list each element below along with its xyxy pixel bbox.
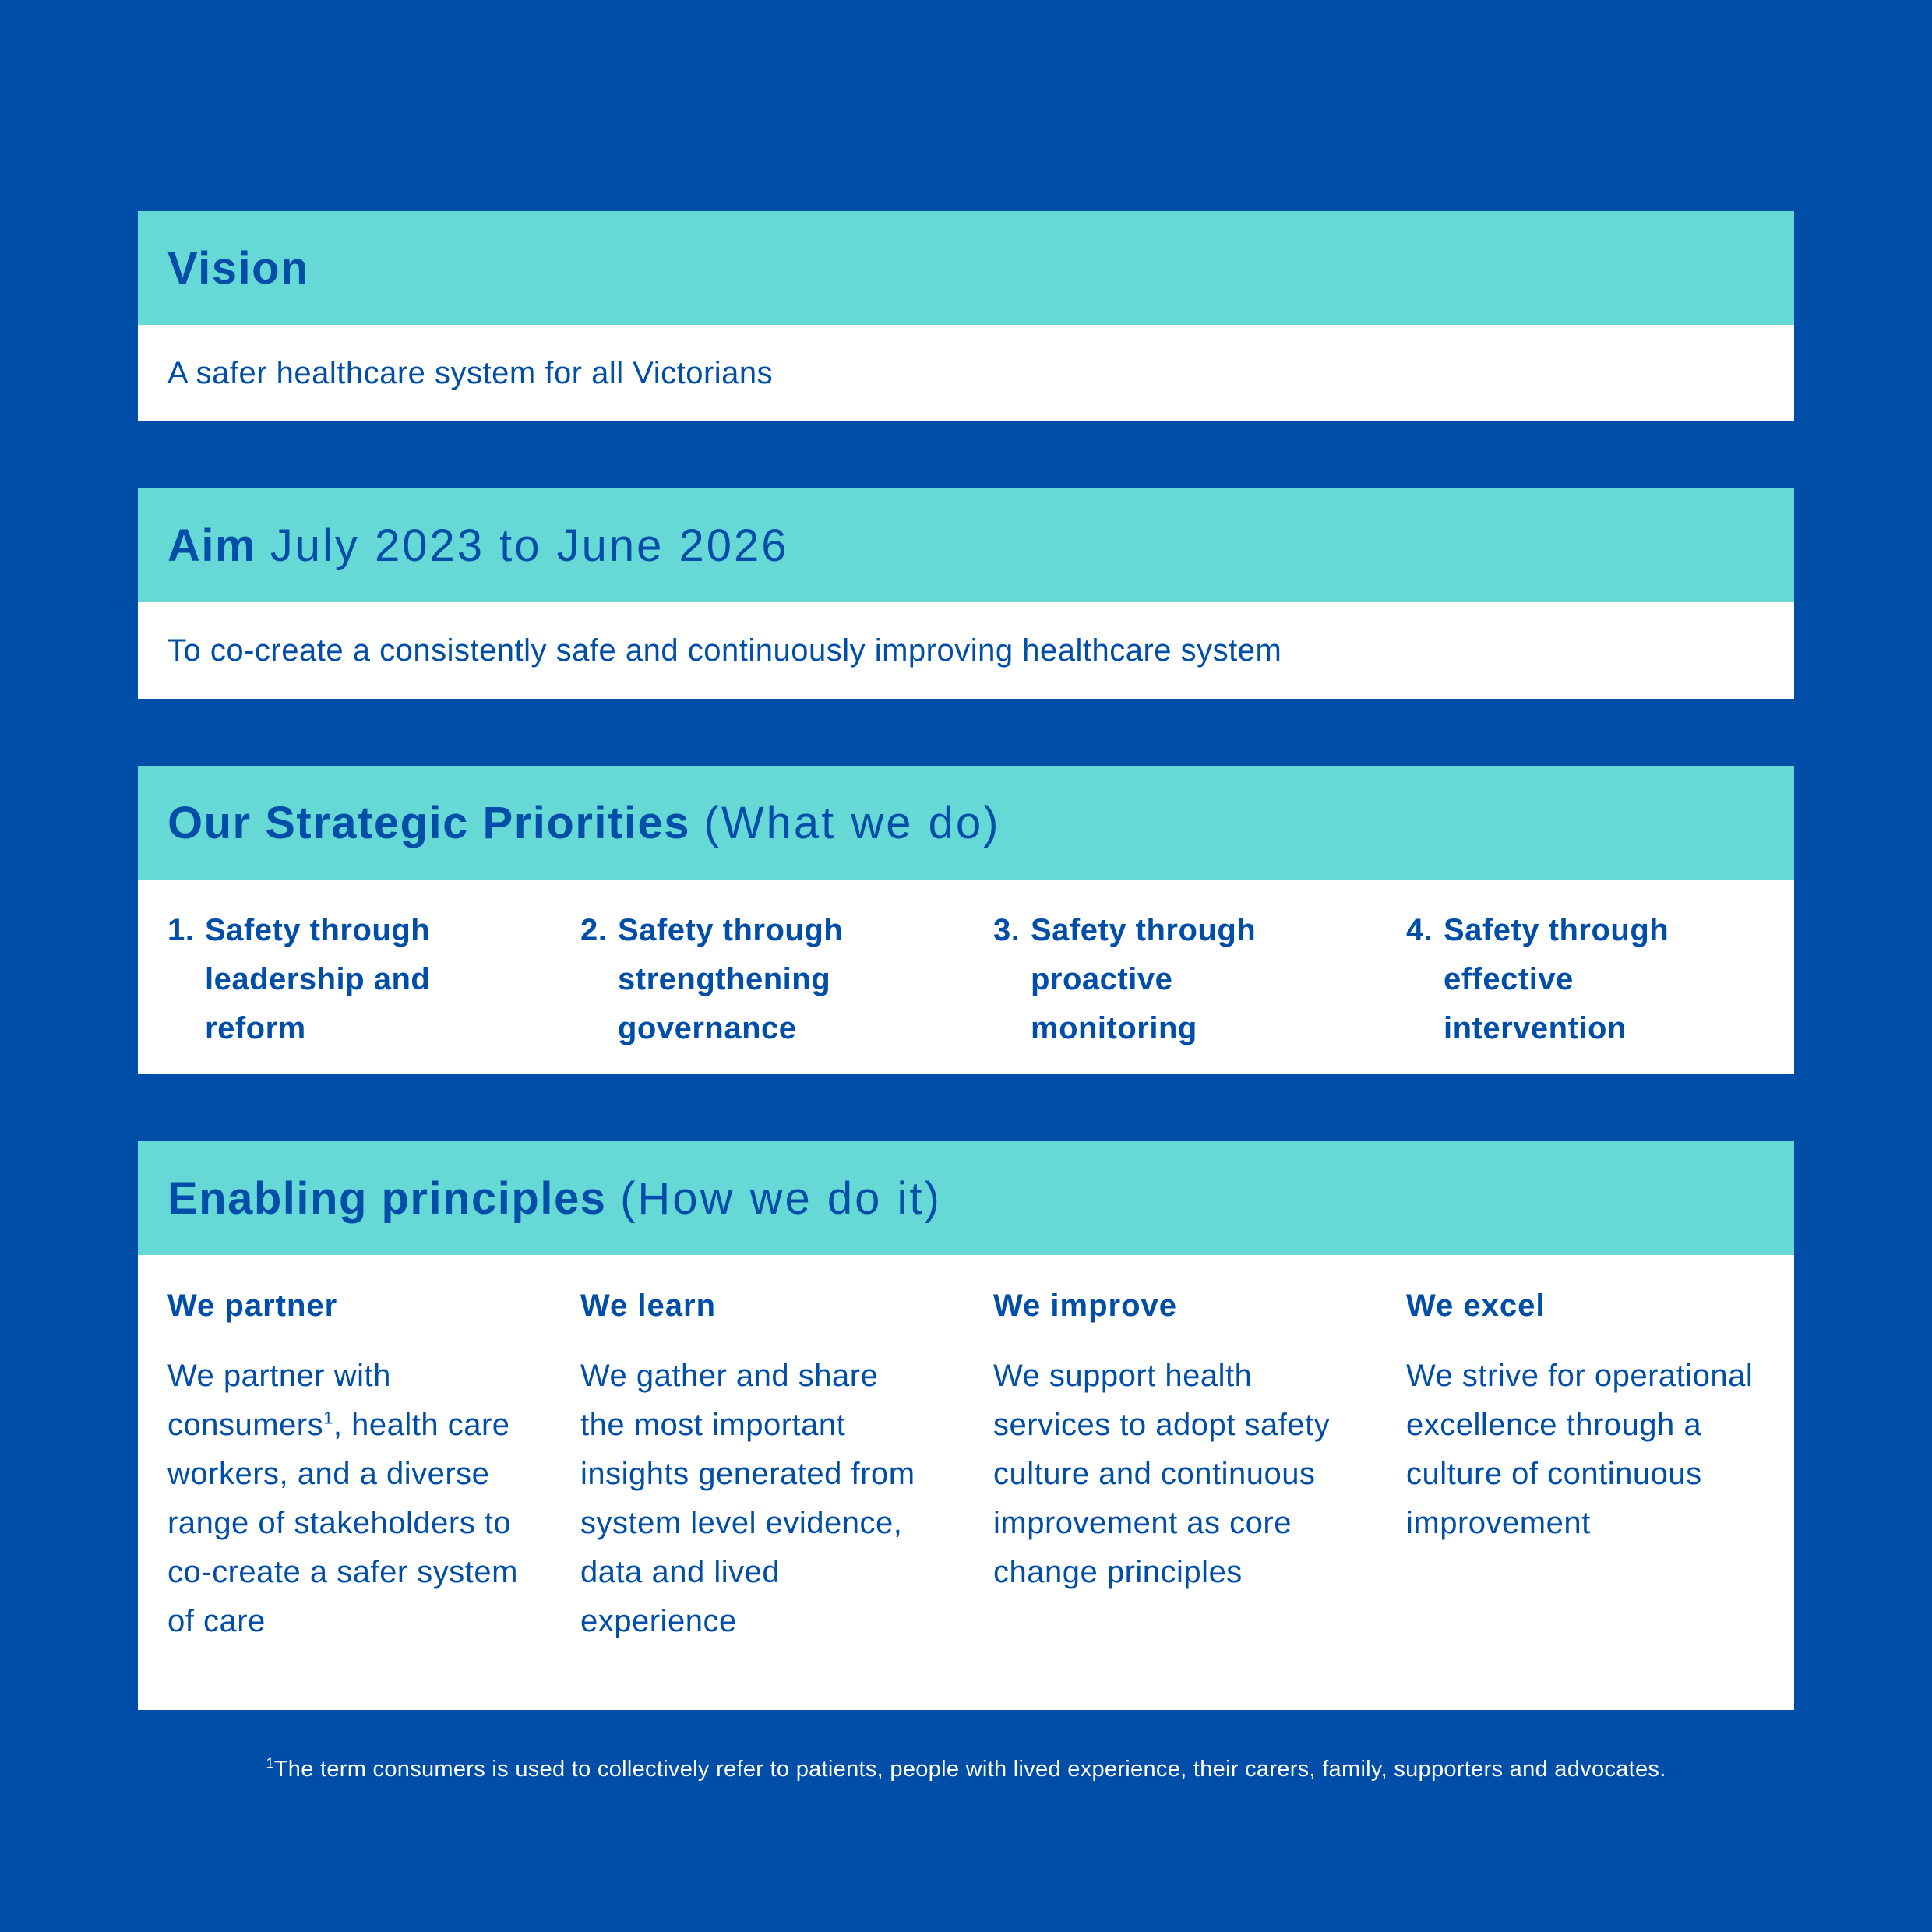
principle-text-part: , health care workers, and a diverse range of stakeholders to co-create a safer system of care [167, 1408, 518, 1638]
priority-number: 1. [167, 913, 195, 947]
priority-line: Safety through [1444, 913, 1669, 947]
priorities-body [138, 880, 1794, 1074]
priority-number: 2. [580, 913, 608, 947]
principle-item [167, 1255, 518, 1646]
principle-title: We partner [167, 1289, 338, 1323]
principles-title-bold: Enabling principles [167, 1172, 607, 1224]
priority-line: reform [205, 1011, 306, 1045]
footnote-number: 1 [266, 1755, 274, 1772]
priority-line: Safety through [618, 913, 844, 947]
principle-text-part: We partner with consumers [167, 1359, 391, 1442]
principles-title-rest: (How we do it) [620, 1172, 942, 1224]
principle-title: We learn [580, 1289, 716, 1323]
priority-item [580, 906, 947, 1100]
principle-item [580, 1255, 931, 1646]
aim-title-period: July 2023 to June 2026 [270, 520, 789, 571]
vision-text: A safer healthcare system for all Victorians [167, 355, 774, 390]
priority-line: leadership and [205, 962, 431, 996]
vision-title: Vision [167, 242, 309, 294]
priorities-title-bold: Our Strategic Priorities [167, 797, 690, 848]
priorities-title-rest: (What we do) [703, 797, 1001, 848]
priority-number: 4. [1406, 913, 1433, 947]
principle-text: We support health services to adopt safety culture and continuous improvement as core change principles [993, 1359, 1331, 1589]
priority-line: intervention [1444, 1011, 1627, 1045]
aim-panel [138, 488, 1794, 699]
priority-line: strengthening [618, 962, 831, 996]
principle-item [1406, 1255, 1772, 1548]
footnote-text: The term consumers is used to collectively refer to patients, people with lived experience, their carers, family, supporters and advocates. [273, 1757, 1666, 1782]
priority-line: Safety through [205, 913, 431, 947]
priority-number: 3. [993, 913, 1021, 947]
priority-line: governance [618, 1011, 797, 1045]
aim-text: To co-create a consistently safe and continuously improving healthcare system [167, 633, 1282, 668]
principle-text: We strive for operational excellence through a culture of continuous improvement [1406, 1359, 1754, 1540]
priority-line: effective [1444, 962, 1574, 996]
priorities-heading [138, 766, 1794, 880]
vision-panel [138, 211, 1794, 421]
priority-line: Safety through [1031, 913, 1257, 947]
principle-title: We excel [1406, 1289, 1546, 1323]
footnote [0, 1757, 1932, 1782]
principles-heading [138, 1141, 1794, 1255]
principle-item [993, 1255, 1359, 1597]
principles-body [138, 1255, 1794, 1710]
priorities-panel [138, 766, 1794, 1074]
priority-item [1406, 906, 1772, 1100]
principle-title: We improve [993, 1289, 1177, 1323]
aim-heading [138, 488, 1794, 602]
vision-heading [138, 211, 1794, 325]
aim-title-bold: Aim [167, 520, 257, 571]
priority-item [167, 906, 534, 1100]
principle-text: We gather and share the most important insights generated from system level evidence, data and lived experience [580, 1359, 915, 1638]
priority-line: monitoring [1031, 1011, 1197, 1045]
priority-item [993, 906, 1359, 1100]
footnote-marker: 1 [323, 1408, 333, 1428]
principle-text [167, 1352, 518, 1646]
principles-panel [138, 1141, 1794, 1710]
priority-line: proactive [1031, 962, 1173, 996]
